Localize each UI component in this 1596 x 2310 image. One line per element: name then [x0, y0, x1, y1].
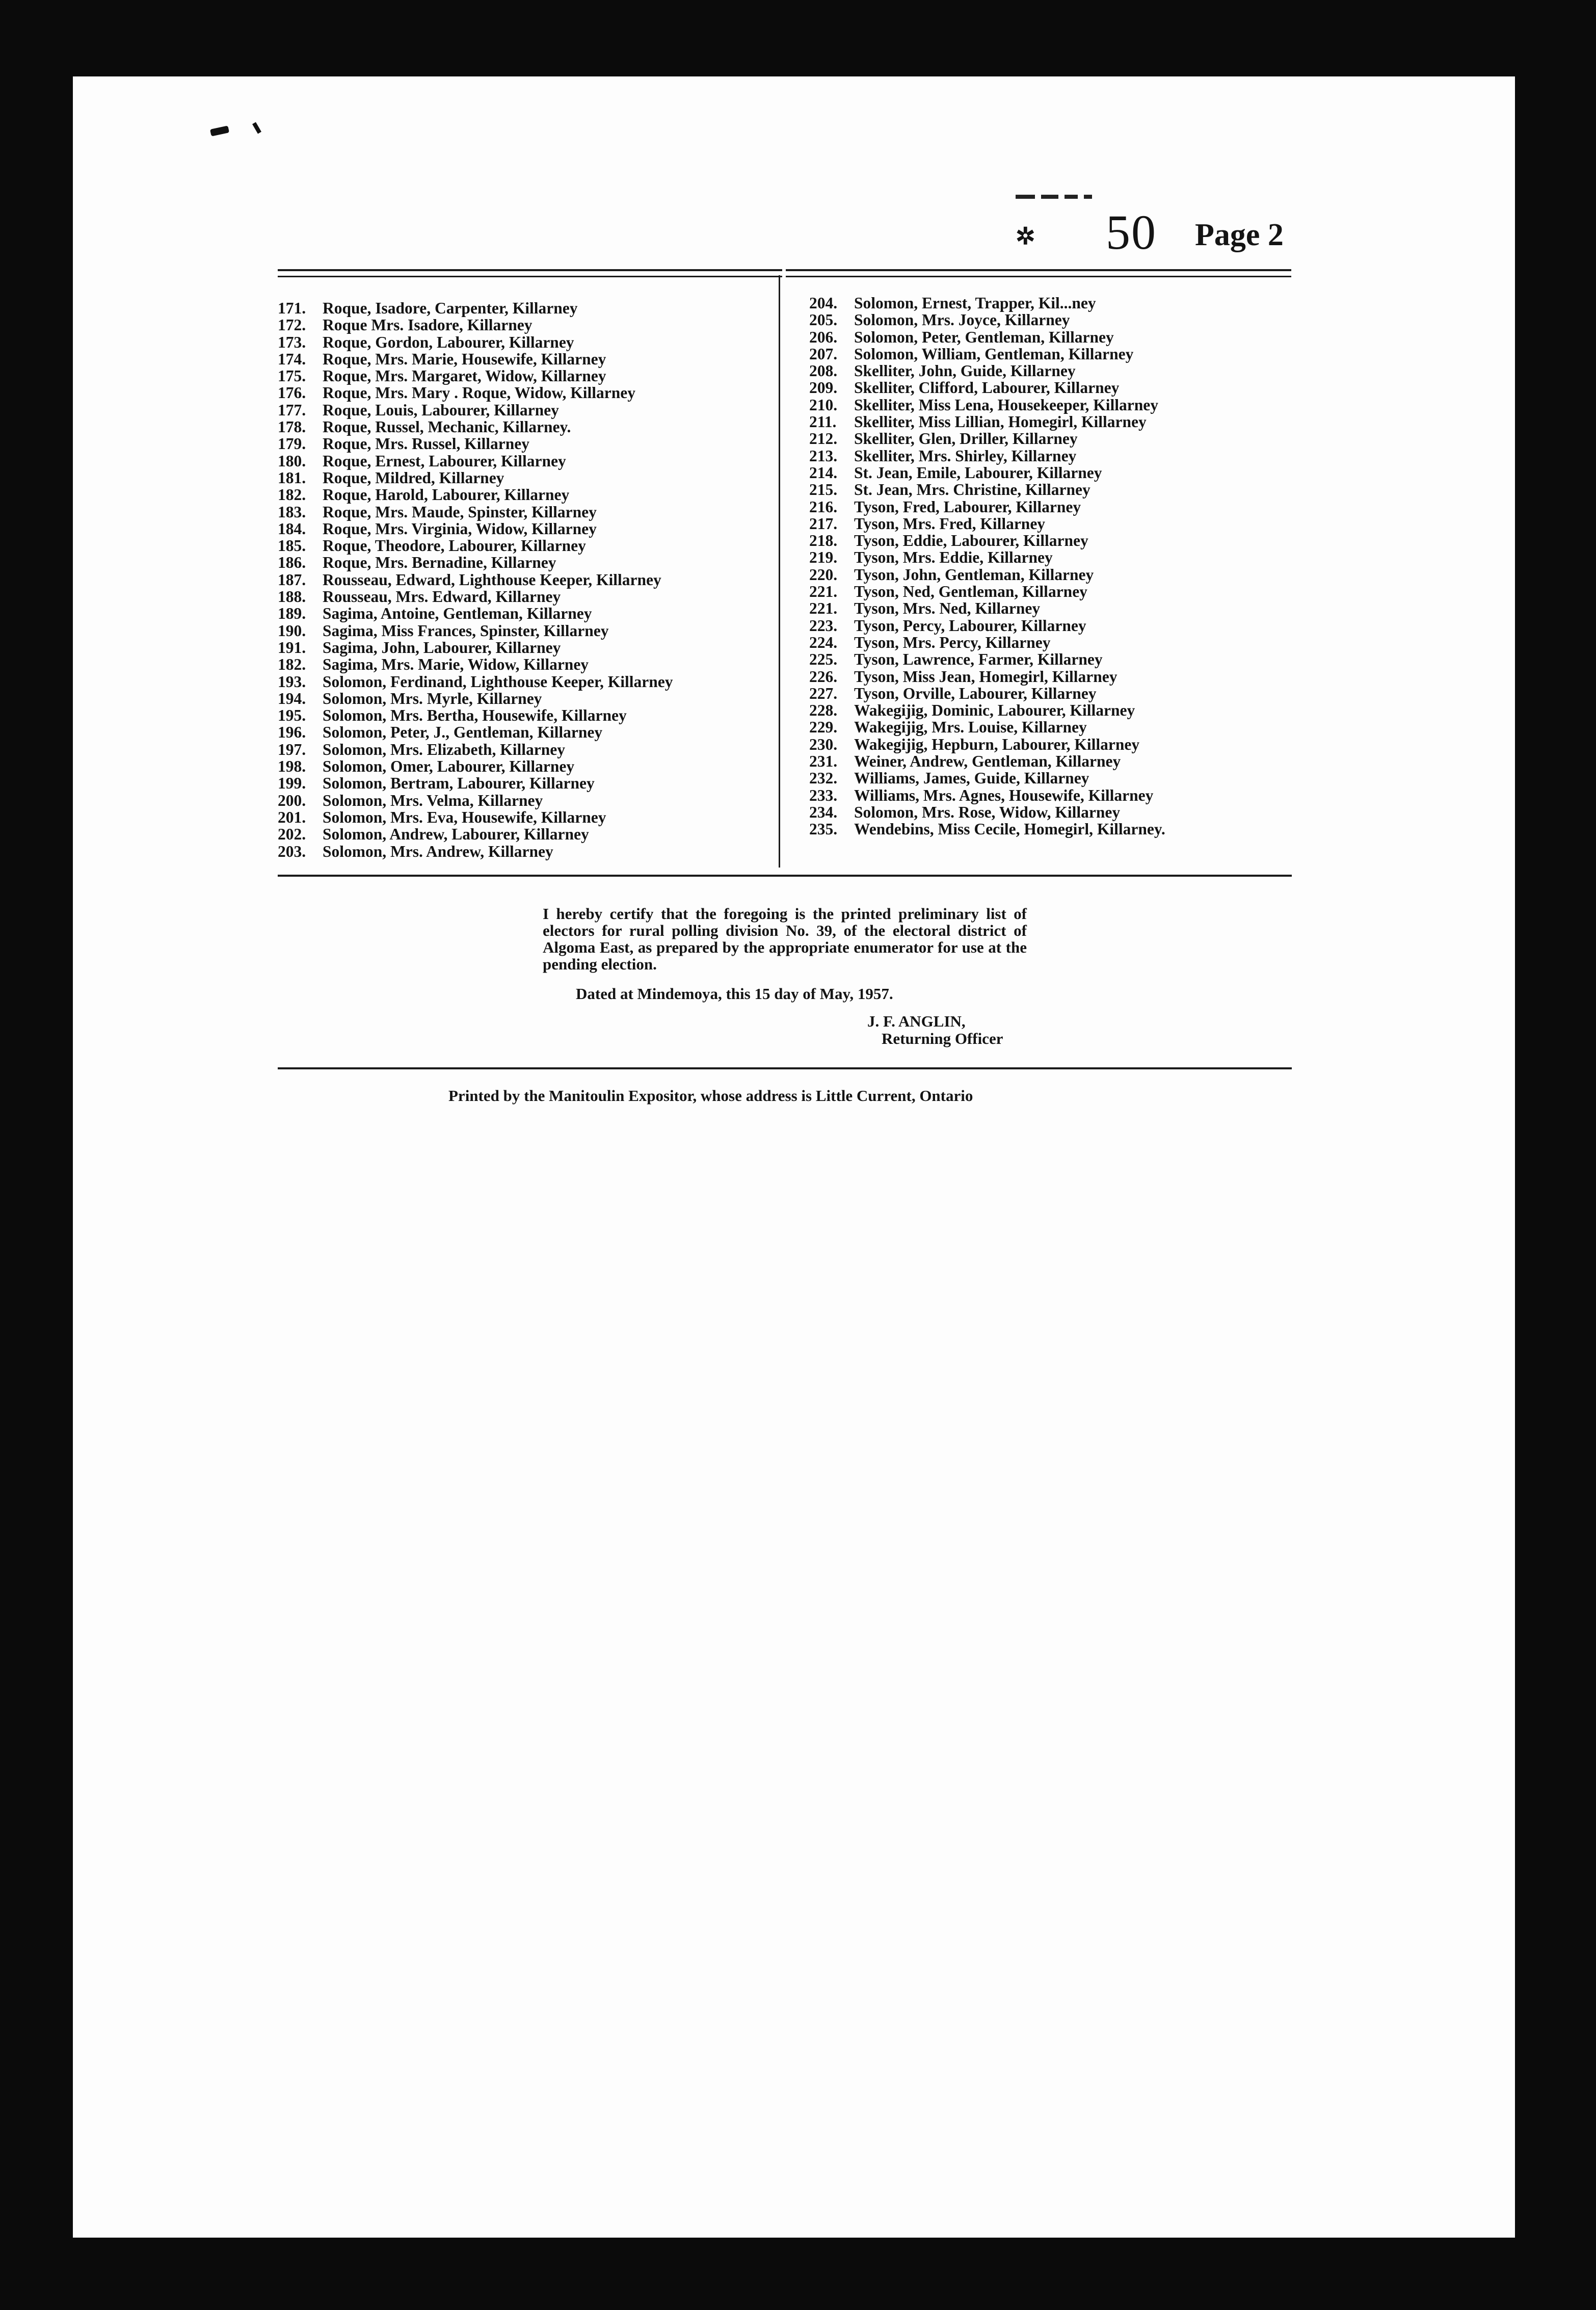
elector-entry — [809, 498, 1165, 515]
elector-details: Wendebins, Miss Cecile, Homegirl, Killarney. — [854, 820, 1165, 838]
elector-details: Skelliter, Miss Lena, Housekeeper, Killarney — [854, 396, 1159, 414]
page-label: Page 2 — [1195, 218, 1284, 252]
elector-number: 181. — [278, 468, 306, 487]
elector-number: 197. — [278, 740, 306, 758]
elector-entry — [809, 295, 1165, 311]
elector-details: Rousseau, Edward, Lighthouse Keeper, Killarney — [323, 570, 661, 589]
elector-number: 176. — [278, 384, 306, 402]
elector-details: Skelliter, Glen, Driller, Killarney — [854, 430, 1078, 448]
elector-details: Roque, Mrs. Margaret, Widow, Killarney — [323, 367, 606, 385]
elector-details: Solomon, Ferdinand, Lighthouse Keeper, Killarney — [323, 672, 673, 691]
elector-entry — [809, 736, 1165, 753]
elector-details: Tyson, Percy, Labourer, Killarney — [854, 616, 1086, 635]
elector-number: 231. — [809, 752, 838, 771]
elector-entry — [278, 554, 673, 571]
elector-details: Roque, Mrs. Marie, Housewife, Killarney — [323, 350, 606, 368]
elector-number: 209. — [809, 379, 838, 397]
elector-entry — [809, 481, 1165, 498]
certificate-text: I hereby certify that the foregoing is the printed preliminary list of electors for rural polling division No. 39, of the electoral district of Algoma East, as prepared by the appropriate enumerator for use at the pending election. — [543, 905, 1027, 973]
elector-details: Tyson, John, Gentleman, Killarney — [854, 565, 1094, 584]
elector-details: Wakegijig, Hepburn, Labourer, Killarney — [854, 735, 1140, 753]
elector-details: Rousseau, Mrs. Edward, Killarney — [323, 588, 561, 606]
elector-entry — [278, 520, 673, 537]
elector-number: 227. — [809, 684, 838, 702]
elector-details: Sagima, Miss Frances, Spinster, Killarney — [323, 621, 609, 640]
elector-details: Roque, Louis, Labourer, Killarney — [323, 401, 559, 419]
elector-details: Skelliter, Miss Lillian, Homegirl, Killarney — [854, 413, 1147, 431]
elector-details: Solomon, Ernest, Trapper, Kil...ney — [854, 294, 1096, 312]
column-divider — [779, 275, 780, 868]
elector-details: Sagima, John, Labourer, Killarney — [323, 638, 561, 657]
elector-number: 223. — [809, 616, 838, 635]
elector-number: 198. — [278, 757, 306, 776]
elector-entry — [278, 368, 673, 384]
elector-entry — [809, 311, 1165, 328]
sheet-number: 50 — [1106, 205, 1157, 259]
elector-entry — [278, 334, 673, 351]
elector-entry — [809, 770, 1165, 786]
elector-number: 226. — [809, 667, 838, 686]
elector-details: Roque, Mrs. Bernadine, Killarney — [323, 554, 556, 572]
elector-entry — [278, 758, 673, 775]
elector-entry — [278, 453, 673, 469]
elector-details: Sagima, Mrs. Marie, Widow, Killarney — [323, 655, 589, 674]
elector-number: 213. — [809, 447, 838, 465]
elector-number: 221. — [809, 599, 838, 618]
elector-details: Skelliter, John, Guide, Killarney — [854, 362, 1076, 380]
elector-details: Williams, Mrs. Agnes, Housewife, Killarney — [854, 786, 1154, 804]
elector-details: Roque, Theodore, Labourer, Killarney — [323, 537, 586, 555]
elector-entry — [809, 397, 1165, 413]
elector-entry — [809, 583, 1165, 600]
elector-entry — [809, 668, 1165, 685]
elector-details: Solomon, Mrs. Myrle, Killarney — [323, 689, 542, 707]
elector-entry — [278, 418, 673, 435]
elector-number: 193. — [278, 672, 306, 691]
elector-number: 218. — [809, 532, 838, 550]
elector-number: 225. — [809, 650, 838, 669]
elector-entry — [278, 317, 673, 333]
elector-entry — [809, 685, 1165, 702]
elector-details: Tyson, Orville, Labourer, Killarney — [854, 684, 1097, 702]
elector-details: Solomon, Mrs. Joyce, Killarney — [854, 311, 1070, 329]
elector-entry — [278, 504, 673, 520]
elector-details: Solomon, William, Gentleman, Killarney — [854, 345, 1134, 363]
elector-number: 202. — [278, 825, 306, 844]
header-rule — [786, 276, 1291, 277]
elector-number: 207. — [809, 345, 838, 363]
elector-details: Roque, Mrs. Mary . Roque, Widow, Killarney — [323, 384, 635, 402]
elector-number: 199. — [278, 774, 306, 793]
elector-entry — [809, 821, 1165, 837]
elector-details: Roque Mrs. Isadore, Killarney — [323, 316, 533, 334]
elector-number: 180. — [278, 452, 306, 470]
header-rule — [278, 276, 782, 277]
elector-number: 186. — [278, 554, 306, 572]
elector-details: Roque, Ernest, Labourer, Killarney — [323, 452, 566, 470]
elector-details: Wakegijig, Dominic, Labourer, Killarney — [854, 701, 1135, 720]
elector-details: Roque, Mrs. Maude, Spinster, Killarney — [323, 503, 597, 521]
elector-entry — [278, 622, 673, 639]
elector-details: Tyson, Eddie, Labourer, Killarney — [854, 532, 1088, 550]
elector-entry — [278, 588, 673, 605]
elector-number: 228. — [809, 701, 838, 720]
elector-number: 220. — [809, 565, 838, 584]
elector-number: 215. — [809, 481, 838, 499]
elector-entry — [809, 566, 1165, 583]
elector-number: 230. — [809, 735, 838, 753]
elector-number: 233. — [809, 786, 838, 804]
elector-details: Wakegijig, Mrs. Louise, Killarney — [854, 718, 1087, 737]
elector-entry — [278, 486, 673, 503]
elector-number: 229. — [809, 718, 838, 737]
elector-details: St. Jean, Emile, Labourer, Killarney — [854, 463, 1102, 482]
elector-entry — [809, 753, 1165, 770]
elector-details: Solomon, Peter, Gentleman, Killarney — [854, 328, 1114, 346]
elector-entry — [278, 826, 673, 843]
elector-entry — [809, 804, 1165, 821]
elector-entry — [809, 617, 1165, 634]
certificate-date: Dated at Mindemoya, this 15 day of May, 1957. — [576, 985, 893, 1003]
elector-entry — [809, 651, 1165, 668]
elector-entry — [278, 384, 673, 401]
elector-details: Roque, Harold, Labourer, Killarney — [323, 486, 570, 504]
elector-details: Tyson, Mrs. Eddie, Killarney — [854, 548, 1053, 567]
stamp-mark: ✲ — [1016, 223, 1035, 249]
elector-details: Solomon, Mrs. Bertha, Housewife, Killarney — [323, 706, 627, 725]
electors-list-left — [278, 300, 673, 860]
elector-number: 189. — [278, 605, 306, 623]
elector-entry — [278, 402, 673, 418]
elector-number: 214. — [809, 463, 838, 482]
elector-entry — [278, 469, 673, 486]
elector-number: 171. — [278, 299, 306, 317]
elector-entry — [809, 634, 1165, 651]
elector-entry — [809, 430, 1165, 447]
elector-number: 185. — [278, 537, 306, 555]
elector-number: 183. — [278, 503, 306, 521]
elector-details: Sagima, Antoine, Gentleman, Killarney — [323, 605, 592, 623]
elector-entry — [278, 741, 673, 758]
elector-details: Solomon, Mrs. Andrew, Killarney — [323, 842, 553, 860]
elector-number: 216. — [809, 497, 838, 516]
elector-details: Weiner, Andrew, Gentleman, Killarney — [854, 752, 1121, 771]
elector-number: 206. — [809, 328, 838, 346]
elector-details: St. Jean, Mrs. Christine, Killarney — [854, 481, 1090, 499]
elector-entry — [278, 435, 673, 452]
elector-number: 177. — [278, 401, 306, 419]
elector-entry — [278, 775, 673, 792]
elector-details: Solomon, Omer, Labourer, Killarney — [323, 757, 575, 776]
elector-number: 235. — [809, 820, 838, 838]
elector-entry — [278, 571, 673, 588]
elector-number: 205. — [809, 311, 838, 329]
elector-entry — [278, 792, 673, 809]
elector-number: 188. — [278, 588, 306, 606]
elector-entry — [809, 532, 1165, 549]
elector-number: 203. — [278, 842, 306, 860]
elector-details: Skelliter, Clifford, Labourer, Killarney — [854, 379, 1120, 397]
elector-entry — [278, 690, 673, 707]
elector-number: 187. — [278, 570, 306, 589]
elector-number: 196. — [278, 723, 306, 742]
elector-details: Solomon, Peter, J., Gentleman, Killarney — [323, 723, 603, 742]
elector-number: 182. — [278, 655, 306, 674]
elector-number: 234. — [809, 803, 838, 821]
elector-details: Tyson, Fred, Labourer, Killarney — [854, 497, 1081, 516]
elector-number: 178. — [278, 418, 306, 436]
elector-number: 174. — [278, 350, 306, 368]
elector-number: 211. — [809, 413, 837, 431]
elector-details: Solomon, Mrs. Rose, Widow, Killarney — [854, 803, 1121, 821]
elector-details: Tyson, Mrs. Fred, Killarney — [854, 514, 1046, 533]
elector-entry — [278, 707, 673, 724]
header-rule — [786, 269, 1291, 271]
elector-details: Tyson, Mrs. Percy, Killarney — [854, 633, 1051, 651]
elector-entry — [809, 346, 1165, 362]
elector-entry — [809, 719, 1165, 736]
elector-details: Roque, Mrs. Russel, Killarney — [323, 435, 529, 453]
elector-entry — [809, 464, 1165, 481]
header-dashes — [1016, 195, 1102, 200]
printer-imprint: Printed by the Manitoulin Expositor, whose address is Little Current, Ontario — [448, 1087, 973, 1105]
elector-number: 201. — [278, 808, 306, 826]
elector-entry — [278, 537, 673, 554]
elector-entry — [278, 300, 673, 317]
elector-details: Skelliter, Mrs. Shirley, Killarney — [854, 447, 1077, 465]
elector-entry — [809, 787, 1165, 804]
header-rule — [278, 269, 782, 271]
elector-entry — [278, 656, 673, 673]
elector-entry — [809, 515, 1165, 532]
elector-number: 195. — [278, 706, 306, 725]
elector-number: 200. — [278, 791, 306, 809]
elector-entry — [278, 809, 673, 826]
elector-number: 217. — [809, 514, 838, 533]
elector-details: Solomon, Mrs. Velma, Killarney — [323, 791, 543, 809]
elector-entry — [809, 362, 1165, 379]
elector-entry — [278, 843, 673, 860]
elector-details: Roque, Gordon, Labourer, Killarney — [323, 333, 574, 351]
elector-number: 190. — [278, 621, 306, 640]
elector-number: 232. — [809, 769, 838, 788]
elector-number: 221. — [809, 583, 838, 601]
footer-rule — [278, 1067, 1292, 1069]
elector-details: Solomon, Bertram, Labourer, Killarney — [323, 774, 595, 793]
elector-entry — [809, 379, 1165, 396]
elector-entry — [809, 702, 1165, 719]
elector-number: 219. — [809, 548, 838, 567]
elector-details: Roque, Isadore, Carpenter, Killarney — [323, 299, 578, 317]
elector-details: Tyson, Lawrence, Farmer, Killarney — [854, 650, 1103, 669]
elector-number: 208. — [809, 362, 838, 380]
elector-details: Solomon, Mrs. Eva, Housewife, Killarney — [323, 808, 606, 826]
elector-number: 224. — [809, 633, 838, 651]
elector-number: 179. — [278, 435, 306, 453]
elector-details: Roque, Mildred, Killarney — [323, 468, 504, 487]
elector-entry — [278, 605, 673, 622]
elector-number: 191. — [278, 638, 306, 657]
elector-entry — [809, 448, 1165, 464]
elector-details: Roque, Mrs. Virginia, Widow, Killarney — [323, 519, 597, 538]
officer-name: J. F. ANGLIN, — [867, 1012, 966, 1030]
elector-entry — [809, 413, 1165, 430]
elector-entry — [278, 724, 673, 741]
elector-details: Solomon, Mrs. Elizabeth, Killarney — [323, 740, 565, 758]
elector-number: 175. — [278, 367, 306, 385]
elector-number: 212. — [809, 430, 838, 448]
elector-number: 210. — [809, 396, 838, 414]
list-bottom-rule — [278, 875, 1292, 877]
elector-number: 184. — [278, 519, 306, 538]
elector-details: Roque, Russel, Mechanic, Killarney. — [323, 418, 571, 436]
elector-details: Solomon, Andrew, Labourer, Killarney — [323, 825, 589, 844]
elector-details: Tyson, Miss Jean, Homegirl, Killarney — [854, 667, 1118, 686]
elector-entry — [278, 351, 673, 368]
elector-number: 172. — [278, 316, 306, 334]
elector-number: 182. — [278, 486, 306, 504]
elector-number: 194. — [278, 689, 306, 707]
elector-number: 204. — [809, 294, 838, 312]
elector-entry — [278, 639, 673, 656]
electors-list-right — [809, 295, 1165, 838]
elector-details: Tyson, Mrs. Ned, Killarney — [854, 599, 1041, 618]
elector-details: Williams, James, Guide, Killarney — [854, 769, 1089, 788]
elector-entry — [809, 600, 1165, 617]
officer-title: Returning Officer — [882, 1030, 1003, 1047]
elector-entry — [809, 549, 1165, 566]
elector-entry — [809, 329, 1165, 346]
elector-number: 173. — [278, 333, 306, 351]
elector-entry — [278, 673, 673, 690]
elector-details: Tyson, Ned, Gentleman, Killarney — [854, 583, 1087, 601]
